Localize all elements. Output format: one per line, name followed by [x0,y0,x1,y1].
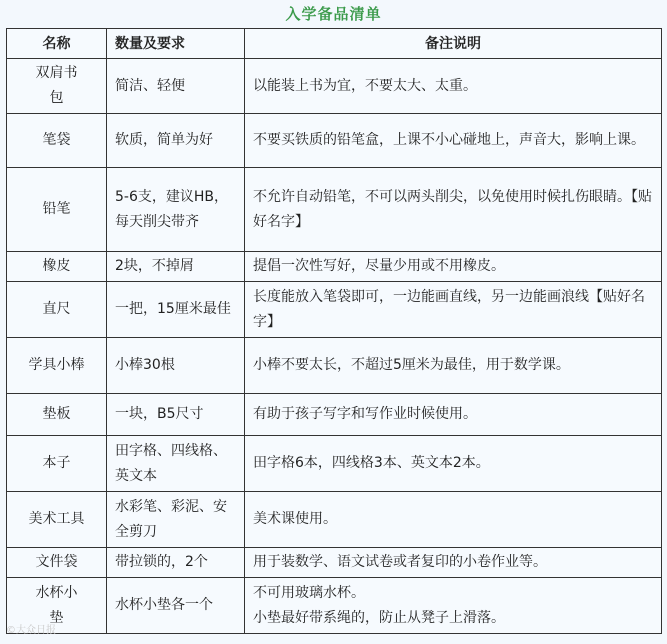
item-note: 有助于孩子写字和写作业时候使用。 [245,394,662,436]
item-note: 用于装数学、语文试卷或者复印的小卷作业等。 [245,548,662,578]
item-name: 本子 [7,436,107,492]
item-note-line: 小垫最好带系绳的，防止从凳子上滑落。 [253,609,505,626]
item-name: 橡皮 [7,252,107,282]
table-row [7,436,662,492]
table-row [7,168,662,252]
item-note: 田字格6本，四线格3本、英文本2本。 [245,436,662,492]
item-note: 以能装上书为宜，不要太大、太重。 [245,59,662,114]
table-row [7,338,662,394]
header-notes: 备注说明 [245,29,662,59]
table-row [7,578,662,634]
item-note: 美术课使用。 [245,492,662,548]
supplies-table [6,28,662,634]
item-requirement: 水杯小垫各一个 [107,578,245,634]
item-name: 直尺 [7,282,107,338]
item-note: 提倡一次性写好，尽量少用或不用橡皮。 [245,252,662,282]
page-title: 入学备品清单 [285,5,382,23]
table-header-row [7,29,662,59]
item-name [7,59,107,114]
table-row [7,282,662,338]
table-row [7,59,662,114]
table-row [7,492,662,548]
item-note-line: 不可用玻璃水杯。 [253,584,365,601]
item-requirement: 一把，15厘米最佳 [107,282,245,338]
item-name: 垫板 [7,394,107,436]
item-name: 笔袋 [7,114,107,168]
item-note: 小棒不要太长，不超过5厘米为最佳，用于数学课。 [245,338,662,394]
item-requirement: 小棒30根 [107,338,245,394]
item-name-text: 双肩书包 [35,65,78,106]
item-note: 不要买铁质的铅笔盒，上课不小心碰地上，声音大，影响上课。 [245,114,662,168]
item-requirement: 水彩笔、彩泥、安全剪刀 [107,492,245,548]
item-note: 不允许自动铅笔，不可以两头削尖，以免使用时候扎伤眼睛。【贴好名字】 [245,168,662,252]
header-requirement: 数量及要求 [107,29,245,59]
item-note [245,578,662,634]
item-requirement: 5-6支，建议HB，每天削尖带齐 [107,168,245,252]
item-requirement: 2块，不掉屑 [107,252,245,282]
item-requirement: 田字格、四线格、英文本 [107,436,245,492]
item-requirement: 简洁、轻便 [107,59,245,114]
item-name: 铅笔 [7,168,107,252]
item-name-text: 水杯小垫 [35,584,78,626]
item-note: 长度能放入笔袋即可，一边能画直线，另一边能画浪线【贴好名字】 [245,282,662,338]
item-requirement: 软质，简单为好 [107,114,245,168]
item-name: 美术工具 [7,492,107,548]
header-name: 名称 [7,29,107,59]
watermark: ©大众日报 [6,625,56,636]
item-requirement: 带拉锁的，2个 [107,548,245,578]
item-requirement: 一块，B5尺寸 [107,394,245,436]
item-name: 学具小棒 [7,338,107,394]
table-row [7,114,662,168]
table-row [7,252,662,282]
table-row [7,548,662,578]
table-row [7,394,662,436]
item-name: 文件袋 [7,548,107,578]
